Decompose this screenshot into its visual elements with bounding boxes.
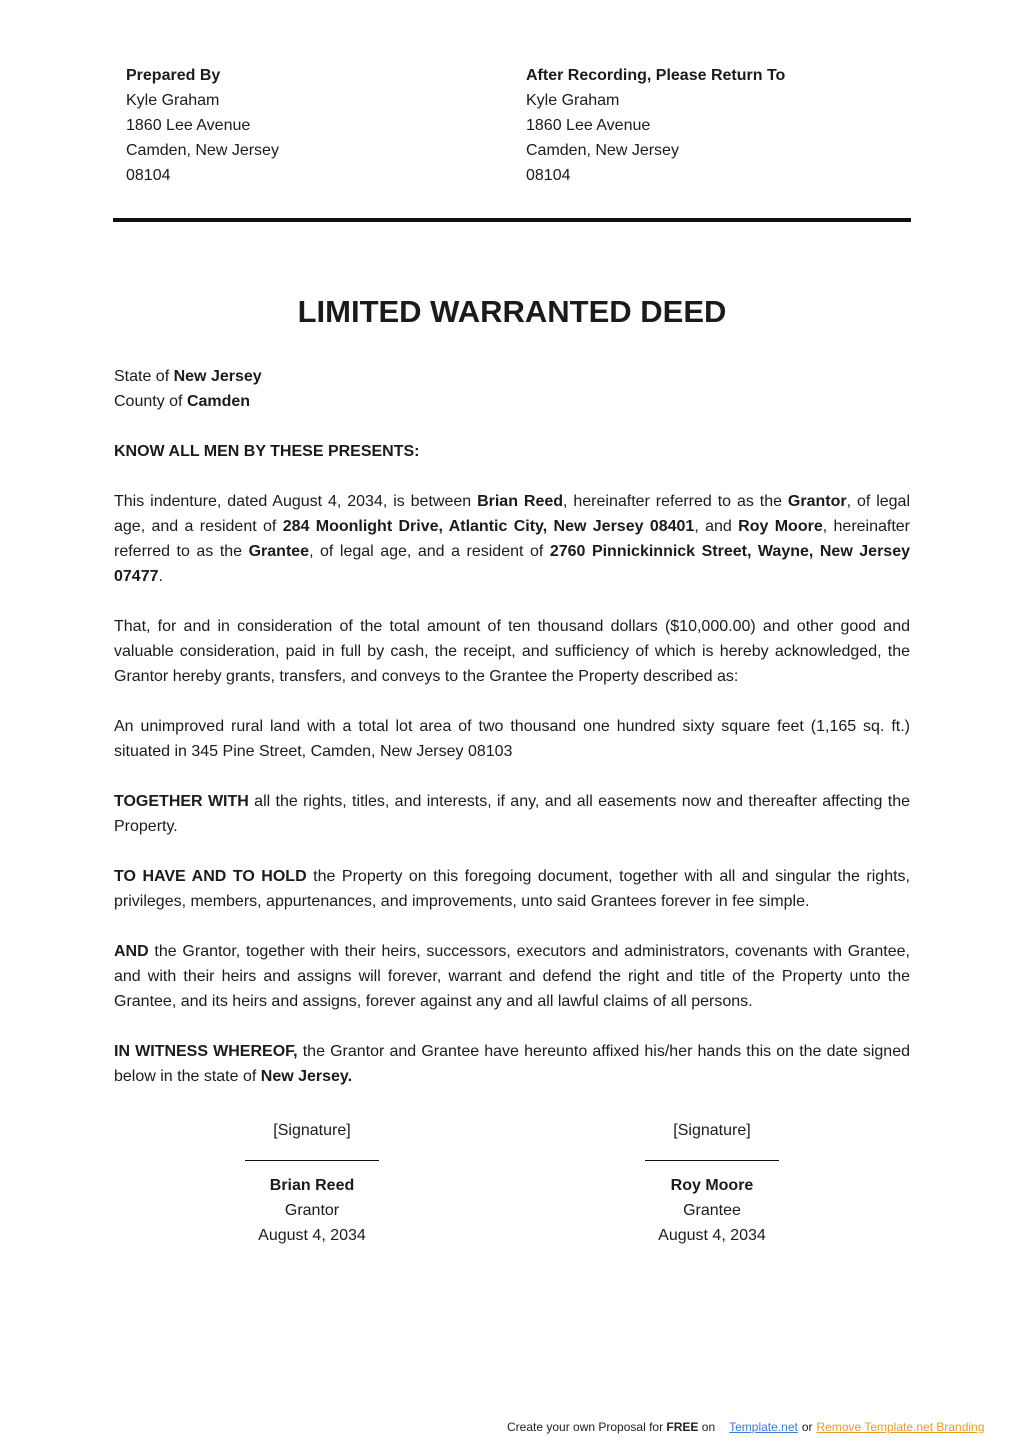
property-paragraph: An unimproved rural land with a total lot area of two thousand one hundred sixty square feet (1,165 sq. ft.) situated in 345 Pine Street, Camden, New Jersey 08103 xyxy=(114,718,910,760)
county-value: Camden xyxy=(186,393,251,410)
warranty-text: the Grantor, together with their heirs, successors, executors and administrators, covenants with Grantee, and with their heirs and assigns will forever, warrant and defend the right and title of the Property unto the Grantee, and its heirs and assigns, forever against any and all lawful claims of all persons. xyxy=(114,943,910,1010)
together-lead: TOGETHER WITH xyxy=(114,793,249,810)
witness-paragraph xyxy=(114,1039,910,1089)
signature-placeholder: [Signature] xyxy=(673,1122,751,1139)
indenture-text-3: , of legal age, and a resident of xyxy=(114,493,911,535)
return-to-zip: 08104 xyxy=(526,167,571,184)
signature-date: August 4, 2034 xyxy=(258,1227,366,1244)
indenture-text-1: This indenture, dated August 4, 2034, is between xyxy=(114,493,478,510)
signatory-name: Roy Moore xyxy=(670,1177,754,1194)
indenture-text-6: , of legal age, and a resident of xyxy=(309,543,550,560)
prepared-by-block xyxy=(126,63,279,188)
template-net-link[interactable]: Template.net xyxy=(729,1420,798,1434)
return-to-block xyxy=(526,63,785,188)
state-value: New Jersey xyxy=(173,368,262,385)
witness-lead: IN WITNESS WHEREOF, xyxy=(114,1043,298,1060)
grantee-signature-block xyxy=(612,1118,812,1248)
return-to-street: 1860 Lee Avenue xyxy=(526,117,651,134)
signature-placeholder: [Signature] xyxy=(273,1122,351,1139)
preamble-text: KNOW ALL MEN BY THESE PRESENTS: xyxy=(114,443,420,460)
signatory-role: Grantor xyxy=(284,1202,340,1219)
prepared-by-name: Kyle Graham xyxy=(126,92,220,109)
footer-text: Create your own Proposal for xyxy=(507,1420,667,1434)
grantee-name: Roy Moore xyxy=(738,518,823,535)
document-title: LIMITED WARRANTED DEED xyxy=(297,294,727,329)
preamble xyxy=(114,439,910,464)
indenture-text-2: , hereinafter referred to as the xyxy=(563,493,788,510)
indenture-paragraph xyxy=(114,489,910,589)
return-to-city: Camden, New Jersey xyxy=(526,142,679,159)
grantor-name: Brian Reed xyxy=(477,493,564,510)
county-label: County of xyxy=(114,393,187,410)
grantee-address: 2760 Pinnickinnick Street, Wayne, New Jersey 07477 xyxy=(114,543,911,585)
footer-on: on xyxy=(698,1420,716,1434)
witness-text: the Grantor and Grantee have hereunto affixed his/her hands this on the date signed below in the state of xyxy=(114,1043,911,1085)
branding-footer xyxy=(507,1420,984,1434)
prepared-by-zip: 08104 xyxy=(126,167,171,184)
habendum-lead: TO HAVE AND TO HOLD xyxy=(114,868,307,885)
grantor-label: Grantor xyxy=(787,493,847,510)
return-to-name: Kyle Graham xyxy=(526,92,620,109)
grantor-signature-block xyxy=(212,1118,412,1248)
indenture-text-4: , and xyxy=(694,518,739,535)
footer-free: FREE xyxy=(666,1420,699,1434)
prepared-by-street: 1860 Lee Avenue xyxy=(126,117,251,134)
habendum-paragraph xyxy=(114,864,910,914)
signatory-name: Brian Reed xyxy=(269,1177,355,1194)
header-divider xyxy=(113,218,911,222)
warranty-lead: AND xyxy=(114,943,149,960)
footer-separator: or xyxy=(801,1420,813,1434)
warranty-paragraph xyxy=(114,939,910,1014)
county-line xyxy=(114,389,910,414)
prepared-by-city: Camden, New Jersey xyxy=(126,142,279,159)
signatory-role: Grantee xyxy=(683,1202,741,1219)
indenture-text-7: . xyxy=(158,568,163,585)
signature-line xyxy=(645,1160,779,1161)
prepared-by-heading: Prepared By xyxy=(126,67,221,84)
grantee-label: Grantee xyxy=(248,543,310,560)
remove-branding-link[interactable]: Remove Template.net Branding xyxy=(816,1420,985,1434)
witness-state: New Jersey. xyxy=(260,1068,353,1085)
state-label: State of xyxy=(114,368,174,385)
document-body xyxy=(114,364,910,1114)
together-text: all the rights, titles, and interests, if any, and all easements now and thereafter affecting the Property. xyxy=(114,793,911,835)
signature-line xyxy=(245,1160,379,1161)
signature-date: August 4, 2034 xyxy=(658,1227,766,1244)
return-to-heading: After Recording, Please Return To xyxy=(526,67,786,84)
consideration-paragraph: That, for and in consideration of the total amount of ten thousand dollars ($10,000.00) and other good and valuable consideration, paid in full by cash, the receipt, and sufficiency of which is hereby acknowledged, the Grantor hereby grants, transfers, and conveys to the Grantee the Property described as: xyxy=(114,618,910,685)
state-line xyxy=(114,364,910,389)
habendum-text: the Property on this foregoing document, together with all and singular the rights, privileges, members, appurtenances, and improvements, unto said Grantees forever in fee simple. xyxy=(114,868,910,910)
together-paragraph xyxy=(114,789,910,839)
grantor-address: 284 Moonlight Drive, Atlantic City, New Jersey 08401 xyxy=(282,518,695,535)
indenture-text-5: , hereinafter referred to as the xyxy=(114,518,911,560)
